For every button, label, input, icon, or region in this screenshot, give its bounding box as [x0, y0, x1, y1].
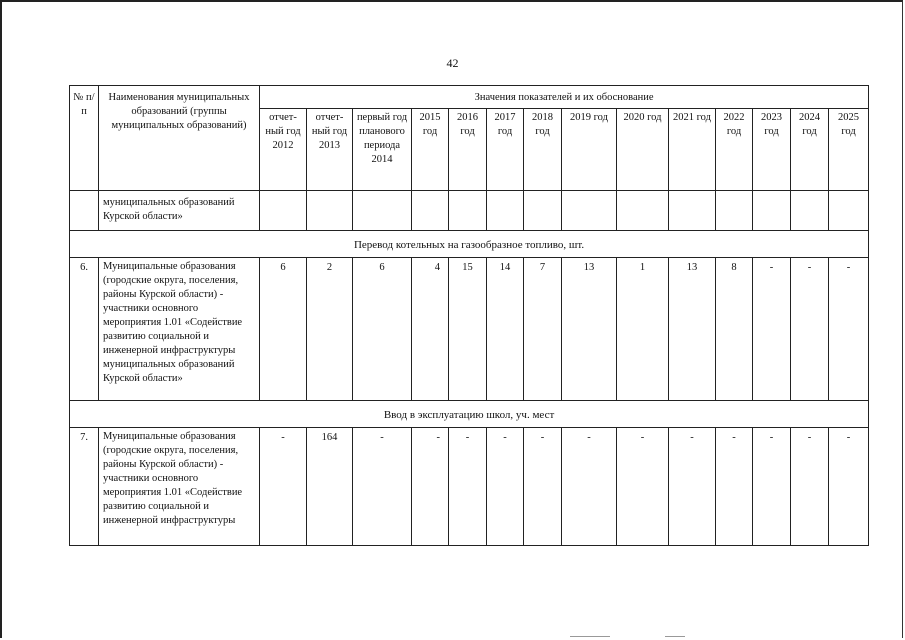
row-value: 6	[353, 258, 412, 401]
row-name: Муниципальные образования (городские округа, поселения, районы Курской области) - участники основного мероприятия 1.01 «Содействие развитию социальной и инженерной инфраструктуры	[99, 428, 260, 546]
header-row-1	[70, 86, 869, 109]
col-header: 2023 год	[753, 109, 791, 191]
row-value: 164	[307, 428, 353, 546]
header-num-label: № п/п	[73, 92, 95, 117]
row-value: -	[791, 428, 829, 546]
continuation-name: муниципальных образований Курской области»	[99, 191, 260, 231]
row-value: -	[753, 428, 791, 546]
col-header: 2025 год	[829, 109, 869, 191]
col-header: 2015 год	[412, 109, 449, 191]
col-header: первый год планового периода 2014	[353, 109, 412, 191]
header-values-cell	[260, 86, 869, 109]
row-value: -	[524, 428, 562, 546]
table-row	[70, 428, 869, 546]
col-header: 2018 год	[524, 109, 562, 191]
row-value: 8	[716, 258, 753, 401]
row-value: 14	[487, 258, 524, 401]
row-value: -	[487, 428, 524, 546]
col-header: отчет-ный год 2012	[260, 109, 307, 191]
continuation-row	[70, 191, 869, 231]
page-number: 42	[446, 56, 459, 70]
header-name-cell	[99, 86, 260, 191]
row-value: -	[449, 428, 487, 546]
section-row	[70, 231, 869, 258]
row-value: -	[753, 258, 791, 401]
scan-marks	[570, 636, 690, 638]
row-value: 13	[562, 258, 617, 401]
row-value: 1	[617, 258, 669, 401]
row-value: -	[260, 428, 307, 546]
section-title: Ввод в эксплуатацию школ, уч. мест	[70, 401, 869, 428]
row-value: 4	[412, 258, 449, 401]
table-row	[70, 258, 869, 401]
row-value: -	[412, 428, 449, 546]
col-header: 2022 год	[716, 109, 753, 191]
row-value: -	[791, 258, 829, 401]
col-header: 2024 год	[791, 109, 829, 191]
row-value: -	[829, 428, 869, 546]
col-header: отчет-ный год 2013	[307, 109, 353, 191]
row-value: -	[716, 428, 753, 546]
row-number: 6.	[70, 258, 99, 401]
col-header: 2017 год	[487, 109, 524, 191]
row-value: -	[829, 258, 869, 401]
col-header: 2019 год	[562, 109, 617, 191]
col-header: 2020 год	[617, 109, 669, 191]
row-value: -	[617, 428, 669, 546]
col-header: 2016 год	[449, 109, 487, 191]
indicator-table	[69, 85, 869, 546]
header-num-cell	[70, 86, 99, 191]
section-title: Перевод котельных на газообразное топливо, шт.	[70, 231, 869, 258]
row-value: -	[669, 428, 716, 546]
header-values-label: Значения показателей и их обоснование	[474, 92, 654, 103]
header-name-label: Наименования муниципальных образований (группы муниципальных образований)	[108, 92, 250, 131]
row-value: 7	[524, 258, 562, 401]
col-header: 2021 год	[669, 109, 716, 191]
row-value: -	[353, 428, 412, 546]
row-value: -	[562, 428, 617, 546]
row-value: 15	[449, 258, 487, 401]
section-row	[70, 401, 869, 428]
row-name: Муниципальные образования (городские округа, поселения, районы Курской области) - участники основного мероприятия 1.01 «Содействие развитию социальной и инженерной инфраструктуры муниципальных образований Курской области»	[99, 258, 260, 401]
row-value: 13	[669, 258, 716, 401]
row-value: 2	[307, 258, 353, 401]
row-number: 7.	[70, 428, 99, 546]
row-value: 6	[260, 258, 307, 401]
